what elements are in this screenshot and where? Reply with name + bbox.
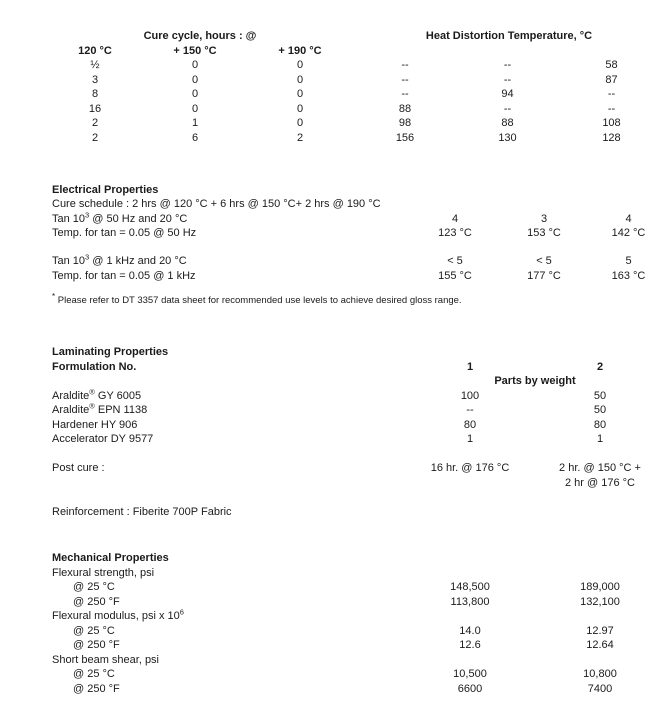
property-label: Temp. for tan = 0.05 @ 1 kHz xyxy=(52,269,196,282)
table-row xyxy=(52,432,663,447)
col-header-blank xyxy=(355,44,455,59)
table-cell: 128 xyxy=(602,131,621,144)
spacer xyxy=(0,73,45,88)
cure-cycle-header: Cure cycle, hours : @ xyxy=(143,30,257,42)
table-row xyxy=(52,624,663,639)
spacer xyxy=(0,102,45,117)
table-cell: 88 xyxy=(398,102,412,115)
post-cure-label: Post cure : xyxy=(52,462,105,474)
value-cell: < 5 xyxy=(447,255,463,268)
spacer xyxy=(0,116,45,131)
table-cell: -- xyxy=(401,73,409,86)
value-cell: 123 °C xyxy=(438,226,472,239)
value-cell: 142 °C xyxy=(611,226,646,239)
value-cell: 10,800 xyxy=(583,668,617,681)
value-cell: -- xyxy=(466,404,474,416)
footnote xyxy=(52,291,462,307)
property-label: Tan $10^3$ @ 1 kHz and 20 °C xyxy=(52,252,187,268)
value-cell: 113,800 xyxy=(450,595,490,608)
value-cell: 132,100 xyxy=(580,595,620,608)
table-row xyxy=(52,580,663,595)
table-cell: 108 xyxy=(602,117,621,129)
table-row xyxy=(0,87,663,102)
value-cell: 6600 xyxy=(457,682,483,695)
value-cell: 148,500 xyxy=(450,581,490,594)
table-cell: -- xyxy=(503,102,512,115)
value-cell: 12.64 xyxy=(586,639,614,652)
table-row xyxy=(0,131,663,146)
value-cell: 4 xyxy=(625,212,632,225)
table-cell: 94 xyxy=(501,88,514,100)
condition-label: @ 250 °F xyxy=(73,639,120,652)
value-cell: 12.97 xyxy=(586,624,614,637)
condition-label: @ 25 °C xyxy=(73,668,115,681)
parts-by-weight-label: Parts by weight xyxy=(494,375,576,387)
table-cell: 0 xyxy=(191,88,199,100)
table-cell: ½ xyxy=(90,59,100,71)
table-row xyxy=(52,209,663,226)
table-row xyxy=(0,58,663,73)
value-cell: 7400 xyxy=(587,682,613,695)
condition-label: @ 250 °F xyxy=(73,682,120,695)
value-cell: 189,000 xyxy=(580,581,620,594)
formulation-col-1: 1 xyxy=(466,360,474,373)
table-cell: 2 xyxy=(91,117,99,129)
col-header-190c: + 190 °C xyxy=(278,44,322,57)
table-cell: 0 xyxy=(191,102,199,115)
table-cell: 58 xyxy=(605,59,618,71)
table-row xyxy=(52,595,663,610)
formulation-header-row xyxy=(52,360,663,375)
table-cell: 0 xyxy=(191,73,199,86)
table-cell: 8 xyxy=(91,88,99,100)
section-heading: Laminating Properties xyxy=(52,346,169,358)
col-header-blank xyxy=(560,44,663,59)
component-label: Accelerator DY 9577 xyxy=(52,433,154,445)
spacer xyxy=(0,131,45,146)
table-cell: 87 xyxy=(605,73,618,86)
table-cell: 0 xyxy=(296,59,304,71)
reinforcement-line: Reinforcement : Fiberite 700P Fabric xyxy=(52,506,232,518)
electrical-properties-section xyxy=(52,183,663,283)
value-cell: 14.0 xyxy=(459,624,481,637)
cure-cycle-hdt-table xyxy=(0,29,663,145)
value-cell: 50 xyxy=(593,389,607,402)
table-cell: 2 xyxy=(91,131,99,144)
table-row xyxy=(52,386,663,404)
table-row xyxy=(0,116,663,131)
table-cell: 0 xyxy=(296,88,304,100)
value-cell: 12.6 xyxy=(459,639,481,652)
condition-label: @ 25 °C xyxy=(73,581,115,594)
table-row xyxy=(52,667,663,682)
table-row xyxy=(52,638,663,653)
table-cell: 6 xyxy=(191,131,199,144)
spacer xyxy=(0,29,45,44)
condition-label: @ 250 °F xyxy=(73,595,120,608)
value-cell: 155 °C xyxy=(438,269,472,282)
table-cell: 0 xyxy=(296,102,304,115)
table-cell: -- xyxy=(401,88,409,100)
value-cell: 3 xyxy=(540,212,548,225)
table-cell: 2 xyxy=(296,131,304,144)
table-row xyxy=(52,418,663,433)
value-cell: 80 xyxy=(593,418,607,431)
value-cell: 10,500 xyxy=(453,668,487,681)
table-subheader-row xyxy=(0,44,663,59)
table-row xyxy=(52,269,663,283)
component-label: Araldite® EPN 1138 xyxy=(52,401,148,416)
table-row xyxy=(52,403,663,418)
value-cell: 1 xyxy=(596,433,604,445)
value-cell: 163 °C xyxy=(611,269,646,282)
table-cell: -- xyxy=(401,59,409,71)
heat-distortion-header: Heat Distortion Temperature, °C xyxy=(425,30,593,42)
table-cell: 16 xyxy=(88,102,102,115)
table-cell: 0 xyxy=(296,73,304,86)
spacer xyxy=(0,87,45,102)
table-row xyxy=(0,102,663,117)
mechanical-properties-section xyxy=(52,551,663,696)
table-cell: -- xyxy=(607,102,616,115)
value-cell: 153 °C xyxy=(527,226,561,239)
col-header-150c: + 150 °C xyxy=(173,44,217,57)
footnote-text: Please refer to DT 3357 data sheet for recommended use levels to achieve desired gloss range. xyxy=(57,295,462,306)
spacer xyxy=(0,44,45,59)
component-label: Araldite® GY 6005 xyxy=(52,386,142,402)
col-header-120c: 120 °C xyxy=(78,44,112,57)
table-cell: -- xyxy=(503,59,512,71)
group-label: Short beam shear, psi xyxy=(52,653,160,666)
table-cell: 98 xyxy=(398,117,412,129)
table-cell: 0 xyxy=(191,59,199,71)
formulation-label: Formulation No. xyxy=(52,360,137,373)
footnote-marker: * xyxy=(52,291,56,301)
table-row xyxy=(52,226,663,240)
table-cell: -- xyxy=(503,73,512,86)
formulation-col-2: 2 xyxy=(596,360,604,373)
condition-label: @ 25 °C xyxy=(73,624,115,637)
post-cure-value-2: 2 hr. @ 150 °C + 2 hr @ 176 °C xyxy=(559,462,641,489)
table-row xyxy=(52,254,663,268)
spacer xyxy=(52,240,663,254)
value-cell: 1 xyxy=(466,433,474,445)
group-label: Flexural strength, psi xyxy=(52,566,155,579)
spacer xyxy=(0,58,45,73)
col-header-blank xyxy=(455,44,560,59)
table-cell: 88 xyxy=(501,117,514,129)
group-label: Flexural modulus, psi x $10^6$ xyxy=(52,607,184,623)
value-cell: 5 xyxy=(625,255,632,268)
cure-schedule-line: Cure schedule : 2 hrs @ 120 °C + 6 hrs @ 150 °C+ 2 hrs @ 190 °C xyxy=(52,198,381,211)
table-cell: 3 xyxy=(91,73,99,86)
value-cell: 4 xyxy=(451,212,459,225)
table-cell: 1 xyxy=(191,117,199,129)
value-cell: < 5 xyxy=(536,255,552,268)
value-cell: 100 xyxy=(460,389,480,402)
table-cell: 0 xyxy=(296,117,304,129)
section-heading: Mechanical Properties xyxy=(52,552,169,564)
table-row xyxy=(52,682,663,697)
value-cell: 177 °C xyxy=(527,269,561,282)
table-cell: 130 xyxy=(498,131,517,144)
table-header-row xyxy=(0,29,663,44)
table-cell: 156 xyxy=(395,131,415,144)
value-cell: 80 xyxy=(463,418,477,431)
post-cure-value-1: 16 hr. @ 176 °C xyxy=(430,462,510,474)
component-label: Hardener HY 906 xyxy=(52,418,138,431)
table-row xyxy=(0,73,663,88)
table-cell: -- xyxy=(607,88,616,100)
property-label: Temp. for tan = 0.05 @ 50 Hz xyxy=(52,226,197,239)
laminating-properties-section xyxy=(52,345,663,447)
value-cell: 50 xyxy=(593,404,607,416)
post-cure-row xyxy=(52,461,663,490)
property-label: Tan $10^3$ @ 50 Hz and 20 °C xyxy=(52,209,188,225)
section-heading: Electrical Properties xyxy=(52,184,159,196)
